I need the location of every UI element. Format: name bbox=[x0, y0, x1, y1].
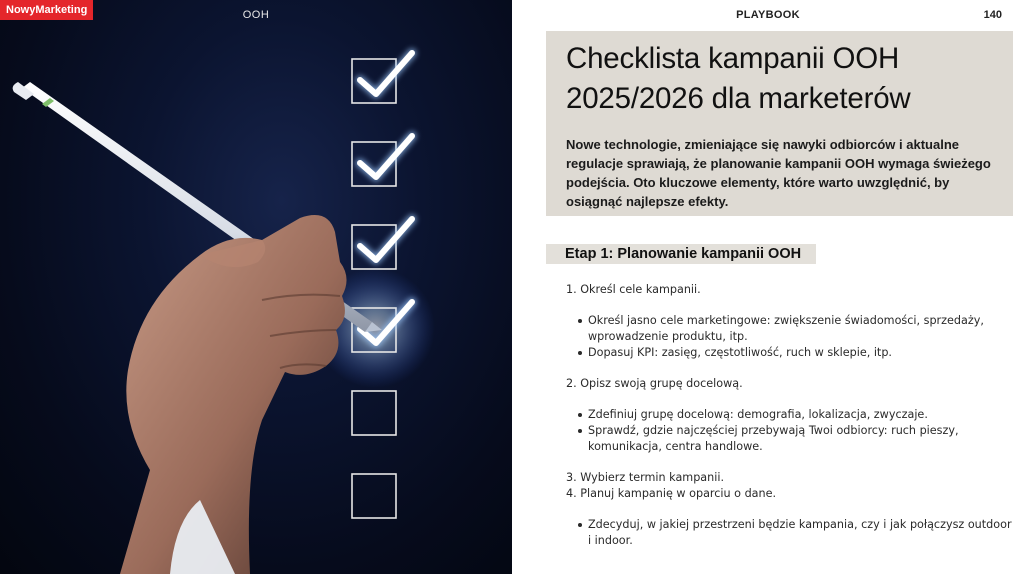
title-line-2: 2025/2026 dla marketerów bbox=[566, 82, 911, 115]
stage-heading: Etap 1: Planowanie kampanii OOH bbox=[546, 244, 816, 264]
section-label: OOH bbox=[242, 9, 270, 21]
step-2-bullets bbox=[566, 407, 1016, 455]
checkbox-5 bbox=[352, 391, 396, 435]
stage-content bbox=[566, 282, 1016, 564]
step-1-bullets bbox=[566, 313, 1016, 361]
running-header: PLAYBOOK bbox=[736, 9, 800, 21]
step-2: 2. Opisz swoją grupę docelową. bbox=[566, 377, 743, 390]
step-4-bullets bbox=[566, 517, 1016, 549]
title-line-1: Checklista kampanii OOH bbox=[566, 42, 900, 75]
step-4: 4. Planuj kampanię w oparciu o dane. bbox=[566, 487, 777, 500]
lead-paragraph: Nowe technologie, zmieniające się nawyki odbiorców i aktualne regulacje sprawiają, że planowanie kampanii OOH wymaga świeżego podejścia. Oto kluczowe elementy, które warto uwzględnić, by osiągnąć najlepsze efekty. bbox=[566, 137, 991, 209]
list-item: Zdefiniuj grupę docelową: demografia, lokalizacja, zwyczaje. bbox=[578, 407, 1016, 423]
list-item: Określ jasno cele marketingowe: zwiększenie świadomości, sprzedaży, wprowadzenie produktu, itp. bbox=[578, 313, 1016, 345]
step-1: 1. Określ cele kampanii. bbox=[566, 283, 701, 296]
page-number: 140 bbox=[983, 9, 1002, 21]
text-page bbox=[512, 0, 1024, 574]
list-item: Sprawdź, gdzie najczęściej przebywają Twoi odbiorcy: ruch pieszy, komunikacja, centra handlowe. bbox=[578, 423, 1016, 455]
checkbox-6 bbox=[352, 474, 396, 518]
intro-box bbox=[546, 31, 1013, 216]
page-title bbox=[566, 39, 993, 119]
brand-logo: NowyMarketing bbox=[0, 0, 93, 20]
hand-illustration bbox=[120, 215, 347, 574]
list-item: Zdecyduj, w jakiej przestrzeni będzie kampania, czy i jak połączysz outdoor i indoor. bbox=[578, 517, 1016, 549]
step-3: 3. Wybierz termin kampanii. bbox=[566, 471, 725, 484]
list-item: Dopasuj KPI: zasięg, częstotliwość, ruch w sklepie, itp. bbox=[578, 345, 1016, 361]
